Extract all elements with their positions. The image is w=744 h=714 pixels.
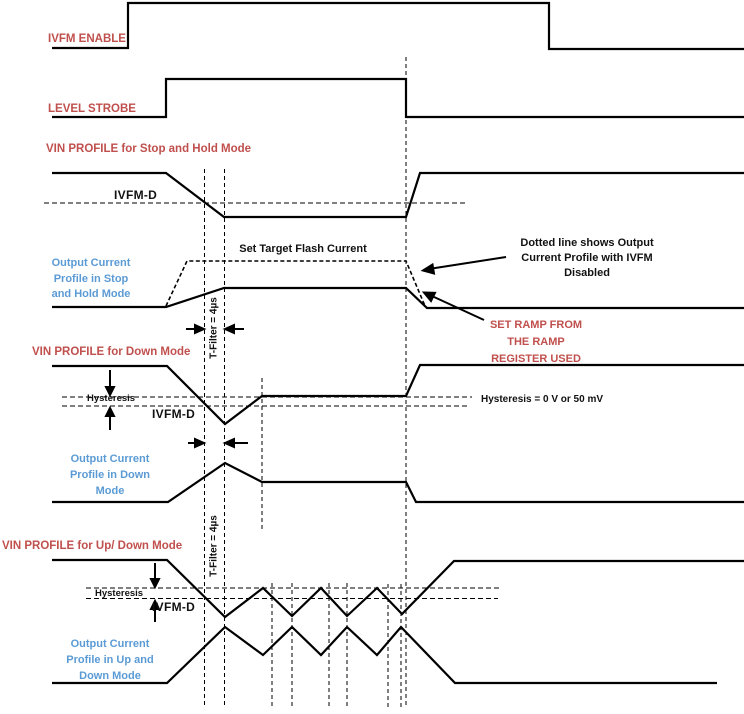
hysteresis-label-updown: Hysteresis bbox=[95, 588, 144, 599]
set-ramp-note bbox=[490, 317, 582, 368]
tfilter1-right-arrow-head bbox=[225, 325, 234, 333]
tfilter2-left-arrow-head bbox=[195, 439, 204, 447]
vin-profile-stop-hold-label: VIN PROFILE for Stop and Hold Mode bbox=[46, 143, 252, 155]
dotted-note-line2: Current Profile with IVFM bbox=[521, 252, 653, 264]
set-target-flash-current-label: Set Target Flash Current bbox=[239, 243, 367, 255]
vin-profile-down-label: VIN PROFILE for Down Mode bbox=[32, 346, 191, 358]
output-updown-line2: Profile in Up and bbox=[66, 654, 154, 666]
hysteresis-label-down: Hysteresis bbox=[87, 393, 136, 404]
output-updown-line3: Down Mode bbox=[79, 670, 141, 682]
ivfm-enable-trace bbox=[52, 3, 744, 49]
hysteresis-value-label: Hysteresis = 0 V or 50 mV bbox=[481, 394, 604, 405]
dotted-note-line3: Disabled bbox=[564, 267, 610, 279]
dotted-note-arrow-shaft bbox=[432, 257, 506, 269]
hyst-down-lower-arrow-head bbox=[106, 408, 114, 416]
set-ramp-line2: THE RAMP bbox=[507, 336, 565, 348]
hyst-ud-upper-arrow-head bbox=[151, 579, 159, 587]
vin-profile-updown-label: VIN PROFILE for Up/ Down Mode bbox=[2, 540, 183, 552]
output-current-stop-hold-trace bbox=[52, 288, 744, 308]
t-filter-label-stop-hold: T-Filter = 4µs bbox=[208, 297, 220, 359]
output-stop-hold-line2: Profile in Stop bbox=[53, 272, 129, 285]
output-stop-hold-line1: Output Current bbox=[51, 257, 131, 269]
tfilter2-right-arrow-head bbox=[225, 439, 234, 447]
output-current-stop-hold-label bbox=[52, 256, 131, 303]
set-ramp-line1: SET RAMP FROM bbox=[489, 319, 583, 331]
ivfm-enable-label: IVFM ENABLE bbox=[48, 33, 126, 45]
output-updown-line1: Output Current bbox=[70, 638, 150, 650]
tfilter-arrows-down bbox=[188, 439, 248, 447]
dotted-note-line1: Dotted line shows Output bbox=[520, 237, 654, 249]
set-ramp-line3: REGISTER USED bbox=[491, 353, 581, 365]
level-strobe-trace bbox=[52, 79, 744, 117]
ivfm-d-label-down: IVFM-D bbox=[152, 407, 196, 421]
level-strobe-label: LEVEL STROBE bbox=[48, 103, 136, 115]
set-ramp-arrow-head bbox=[424, 293, 435, 302]
output-stop-hold-line3: and Hold Mode bbox=[51, 288, 131, 300]
ivfm-d-label-updown: IVFM-D bbox=[152, 600, 196, 614]
output-current-updown-label bbox=[66, 636, 153, 684]
dotted-line-note bbox=[520, 236, 653, 281]
output-current-down-label bbox=[70, 451, 150, 499]
tfilter1-left-arrow-head bbox=[195, 325, 204, 333]
ivfm-d-label-stop-hold: IVFM-D bbox=[114, 188, 158, 202]
output-down-line2: Profile in Down bbox=[69, 469, 151, 481]
output-down-line1: Output Current bbox=[70, 453, 150, 465]
t-filter-label-down: T-Filter = 4µs bbox=[208, 515, 220, 577]
output-current-down-trace bbox=[52, 463, 744, 502]
annotation-arrows bbox=[423, 257, 506, 320]
output-down-line3: Mode bbox=[95, 485, 125, 497]
dotted-note-arrow-head bbox=[423, 265, 434, 274]
